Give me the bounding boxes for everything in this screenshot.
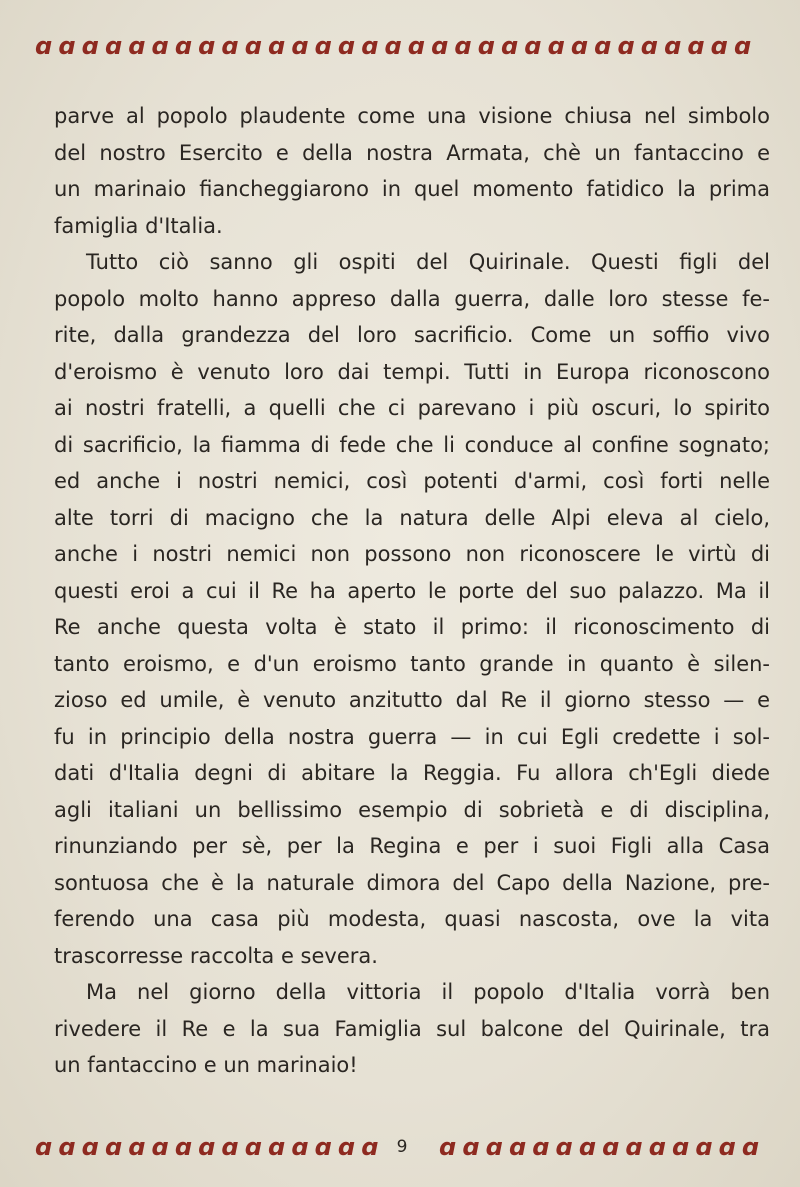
text-line: famiglia d'Italia. (54, 213, 223, 238)
ornament-glyph: ɑ (718, 1133, 736, 1161)
ornament-glyph: ɑ (555, 1133, 573, 1161)
ornament-glyph: ɑ (128, 32, 146, 60)
ornament-glyph: ɑ (198, 32, 216, 60)
ornament-glyph: ɑ (291, 1133, 309, 1161)
text-line: Tutto ciò sanno gli ospiti del Quirinale. Questi figli del (86, 250, 770, 274)
ornament-glyph: ɑ (500, 32, 519, 60)
text-line: d'eroismo è venuto loro dai tempi. Tutti in Europa riconoscono (54, 359, 770, 384)
ornament-glyph: ɑ (648, 1133, 666, 1161)
ornament-glyph: ɑ (174, 32, 193, 60)
text-line: rite, dalla grandezza del loro sacrificio. Come un soffio vivo (54, 323, 770, 347)
ornament-glyph: ɑ (198, 1133, 216, 1161)
ornament-glyph: ɑ (221, 32, 239, 60)
text-line: popolo molto hanno appreso dalla guerra, dalle loro stesse fe- (54, 286, 770, 311)
text-line: anche i nostri nemici non possono non riconoscere le virtù di (54, 542, 770, 566)
text-line: sontuosa che è la naturale dimora del Capo della Nazione, pre- (54, 870, 770, 895)
ornament-glyph: ɑ (462, 1133, 480, 1161)
text-line: rinunziando per sè, per la Regina e per i suoi Figli alla Casa (54, 834, 770, 858)
ornament-glyph: ɑ (81, 1133, 99, 1161)
ornament-glyph: ɑ (687, 32, 705, 60)
ornament-glyph: ɑ (244, 1133, 262, 1161)
ornament-glyph: ɑ (104, 32, 123, 60)
text-line: un marinaio fiancheggiarono in quel momento fatidico la prima (54, 177, 770, 201)
ornament-glyph: ɑ (485, 1133, 503, 1161)
text-line: questi eroi a cui il Re ha aperto le porte del suo palazzo. Ma il (54, 578, 770, 603)
ornament-glyph: ɑ (594, 32, 612, 60)
ornament-glyph: ɑ (268, 1133, 286, 1161)
text-line: agli italiani un bellissimo esempio di sobrietà e di disciplina, (54, 797, 770, 822)
ornament-glyph: ɑ (532, 1133, 550, 1161)
ornament-glyph: ɑ (268, 32, 286, 60)
text-line: ferendo una casa più modesta, quasi nascosta, ove la vita (54, 907, 770, 931)
text-line: Ma nel giorno della vittoria il popolo d'Italia vorrà ben (86, 980, 770, 1004)
ornament-glyph: ɑ (174, 1133, 193, 1161)
text-line: trascorresse raccolta e severa. (54, 943, 378, 968)
ornament-glyph: ɑ (104, 1133, 123, 1161)
ornament-glyph: ɑ (617, 32, 635, 60)
ornament-glyph: ɑ (733, 32, 752, 60)
ornament-glyph: ɑ (664, 32, 682, 60)
top-ornamental-border (32, 34, 754, 58)
ornament-glyph: ɑ (407, 32, 425, 60)
bottom-ornament-left (32, 1135, 381, 1159)
ornament-glyph: ɑ (314, 32, 332, 60)
ornament-glyph: ɑ (337, 1133, 356, 1161)
text-line: parve al popolo plaudente come una visione chiusa nel simbolo (54, 104, 770, 128)
ornament-glyph: ɑ (439, 1133, 457, 1161)
ornament-glyph: ɑ (454, 32, 472, 60)
text-line: dati d'Italia degni di abitare la Reggia. Fu allora ch'Egli diede (54, 761, 770, 785)
ornament-glyph: ɑ (477, 32, 495, 60)
ornament-glyph: ɑ (431, 32, 449, 60)
text-line: rivedere il Re e la sua Famiglia sul balcone del Quirinale, tra (54, 1016, 770, 1041)
text-line: di sacrificio, la fiamma di fede che li conduce al confine sognato; (54, 432, 770, 457)
text-line: tanto eroismo, e d'un eroismo tanto grande in quanto è silen- (54, 651, 770, 676)
ornament-glyph: ɑ (710, 32, 728, 60)
text-line: un fantaccino e un marinaio! (54, 1053, 358, 1077)
ornament-glyph: ɑ (625, 1133, 643, 1161)
ornament-glyph: ɑ (81, 32, 99, 60)
ornament-glyph: ɑ (361, 32, 379, 60)
text-line: zioso ed umile, è venuto anzitutto dal Re il giorno stesso — e (54, 688, 770, 712)
ornament-glyph: ɑ (695, 1133, 713, 1161)
ornament-glyph: ɑ (314, 1133, 332, 1161)
text-line: del nostro Esercito e della nostra Armata, chè un fantaccino e (54, 140, 770, 165)
ornament-glyph: ɑ (672, 1133, 690, 1161)
ornament-glyph: ɑ (35, 32, 53, 60)
text-line: fu in principio della nostra guerra — in cui Egli credette i sol- (54, 724, 770, 749)
ornament-glyph: ɑ (244, 32, 262, 60)
ornament-glyph: ɑ (361, 1133, 379, 1161)
ornament-glyph: ɑ (58, 1133, 76, 1161)
ornament-glyph: ɑ (221, 1133, 239, 1161)
ornament-glyph: ɑ (337, 32, 356, 60)
ornament-glyph: ɑ (508, 1133, 527, 1161)
ornament-glyph: ɑ (35, 1133, 53, 1161)
bottom-ornament-right (436, 1135, 762, 1159)
ornament-glyph: ɑ (128, 1133, 146, 1161)
ornament-glyph: ɑ (151, 32, 169, 60)
ornament-glyph: ɑ (741, 1133, 760, 1161)
ornament-glyph: ɑ (151, 1133, 169, 1161)
ornament-glyph: ɑ (384, 32, 402, 60)
ornament-glyph: ɑ (602, 1133, 620, 1161)
ornament-glyph: ɑ (524, 32, 542, 60)
ornament-glyph: ɑ (640, 32, 658, 60)
ornament-glyph: ɑ (578, 1133, 597, 1161)
text-line: alte torri di macigno che la natura delle Alpi eleva al cielo, (54, 505, 770, 530)
text-line: ed anche i nostri nemici, così potenti d'armi, così forti nelle (54, 469, 770, 493)
ornament-glyph: ɑ (547, 32, 565, 60)
page-number: 9 (396, 1137, 408, 1157)
text-line: Re anche questa volta è stato il primo: il riconoscimento di (54, 615, 770, 639)
body-text (54, 98, 770, 1084)
bottom-ornamental-border (32, 1135, 768, 1159)
ornament-glyph: ɑ (570, 32, 589, 60)
text-line: ai nostri fratelli, a quelli che ci parevano i più oscuri, lo spirito (54, 396, 770, 420)
ornament-glyph: ɑ (291, 32, 309, 60)
ornament-glyph: ɑ (58, 32, 76, 60)
